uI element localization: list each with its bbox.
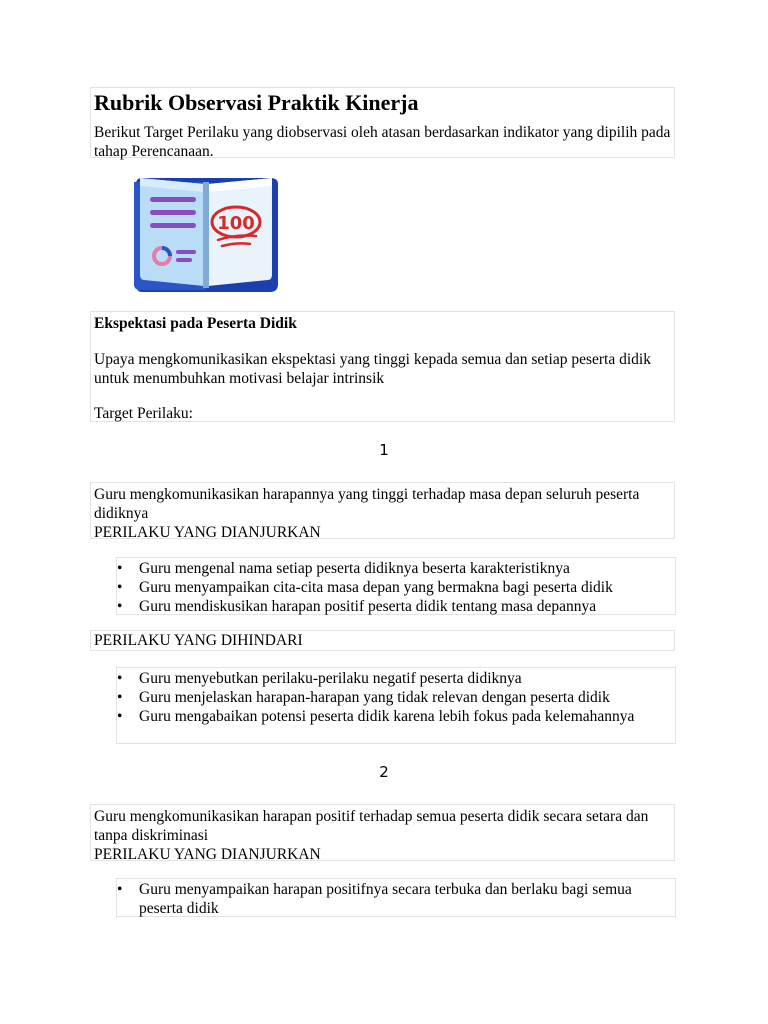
page-title: Rubrik Observasi Praktik Kinerja <box>94 90 419 115</box>
recommended-list <box>117 880 675 918</box>
recommended-list <box>117 559 675 616</box>
avoided-label-box <box>90 630 675 651</box>
item-number: 2 <box>379 763 389 781</box>
list-item: • Guru mengenal nama setiap peserta didiknya beserta karakteristiknya <box>117 560 570 577</box>
recommended-label: PERILAKU YANG DIANJURKAN <box>94 524 321 541</box>
list-item: • Guru menjelaskan harapan-harapan yang tidak relevan dengan peserta didik <box>117 689 610 706</box>
statement-text: Guru mengkomunikasikan harapan positif terhadap semua peserta didik secara setara dan tanpa diskriminasi <box>94 808 649 844</box>
avoided-list-box <box>116 667 676 744</box>
section-box <box>90 311 675 422</box>
book-illustration <box>130 174 282 296</box>
list-item: • Guru mendiskusikan harapan positif peserta didik tentang masa depannya <box>117 598 597 615</box>
section-heading: Ekspektasi pada Peserta Didik <box>94 315 297 332</box>
recommended-list-box <box>116 557 676 615</box>
recommended-list-box <box>116 878 676 917</box>
statement-box <box>90 482 675 539</box>
list-item: • Guru mengabaikan potensi peserta didik karena lebih fokus pada kelemahannya <box>117 708 635 725</box>
header-box <box>90 87 675 158</box>
target-label: Target Perilaku: <box>94 405 193 422</box>
list-item: • Guru menyebutkan perilaku-perilaku negatif peserta didiknya <box>117 670 522 687</box>
list-item: • Guru menyampaikan harapan positifnya secara terbuka dan berlaku bagi semua peserta didik <box>117 881 632 917</box>
item-number: 1 <box>379 441 389 459</box>
statement-text: Guru mengkomunikasikan harapannya yang tinggi terhadap masa depan seluruh peserta didiknya <box>94 486 640 522</box>
score-badge: 100 <box>217 213 255 234</box>
recommended-label: PERILAKU YANG DIANJURKAN <box>94 846 321 863</box>
avoided-label: PERILAKU YANG DIHINDARI <box>94 632 303 649</box>
list-item: • Guru menyampaikan cita-cita masa depan yang bermakna bagi peserta didik <box>117 579 613 596</box>
section-description: Upaya mengkomunikasikan ekspektasi yang tinggi kepada semua dan setiap peserta didik untuk menumbuhkan motivasi belajar intrinsik <box>94 351 651 387</box>
avoided-list <box>117 669 675 726</box>
statement-box <box>90 804 675 861</box>
intro-text: Berikut Target Perilaku yang diobservasi oleh atasan berdasarkan indikator yang dipilih pada tahap Perencanaan. <box>94 124 671 160</box>
